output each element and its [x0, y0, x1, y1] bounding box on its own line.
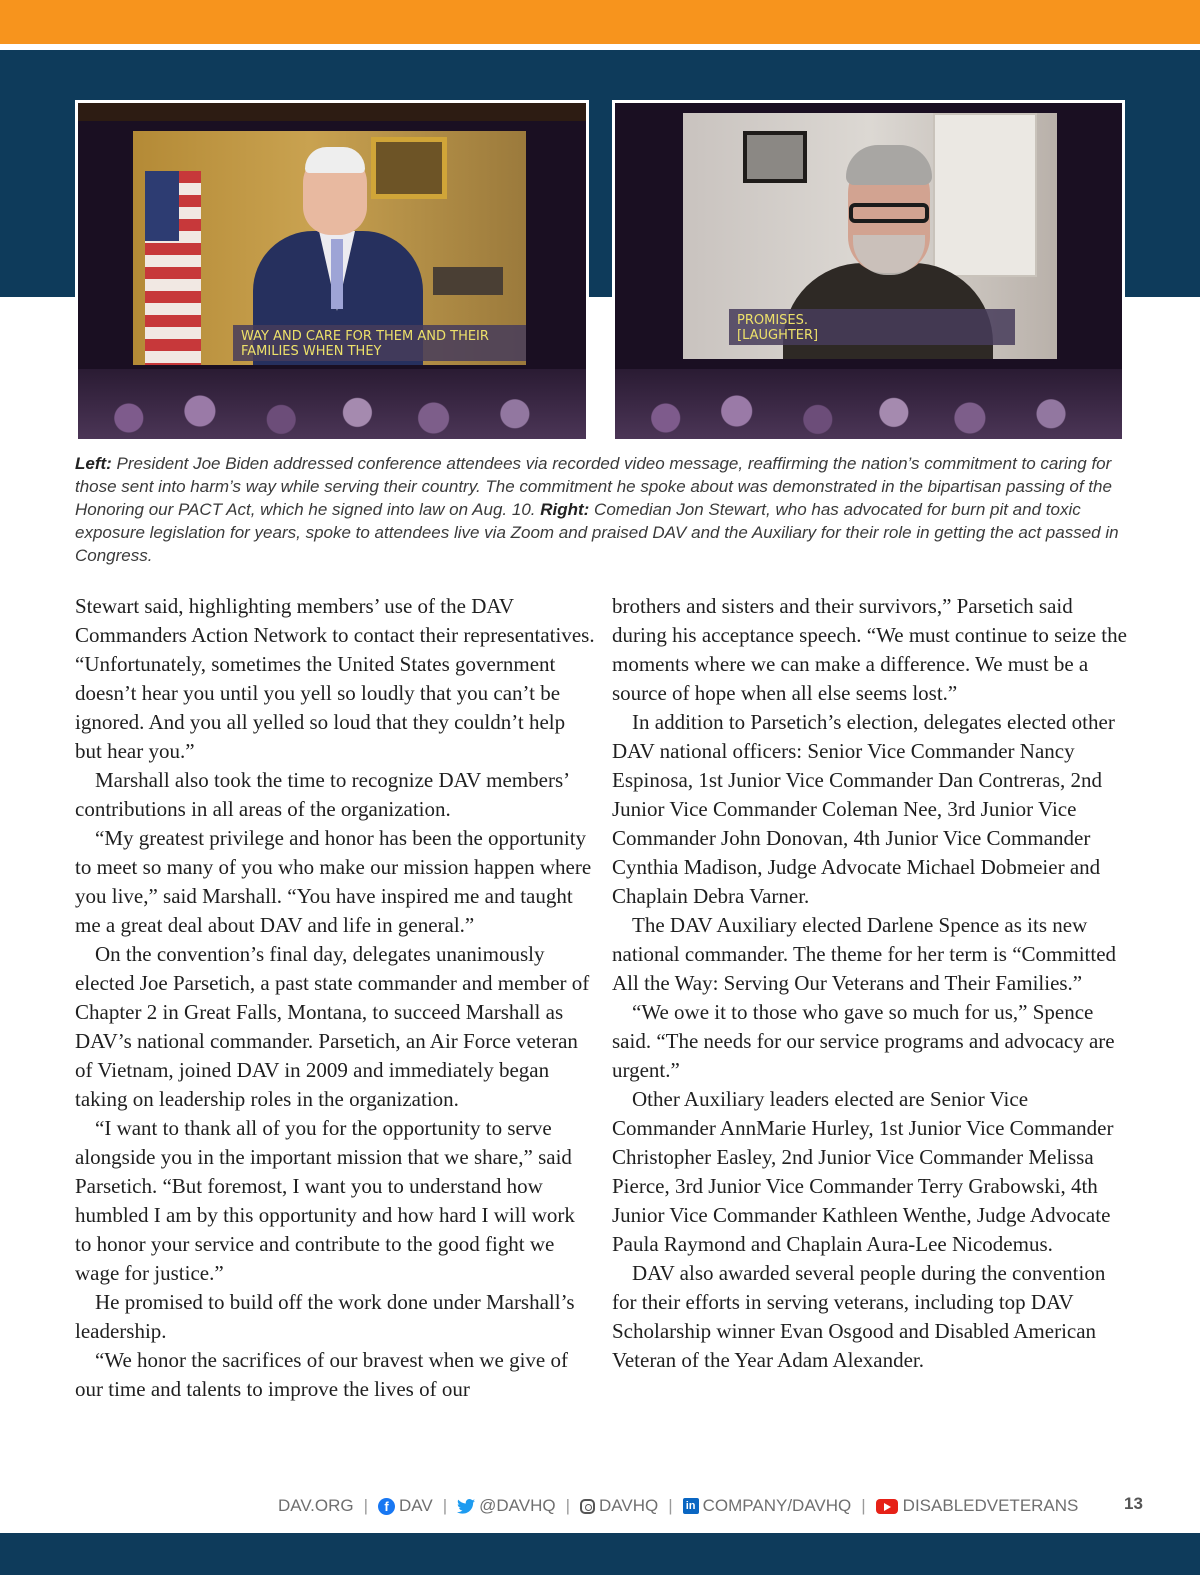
- screen-subtitle-line: WAY AND CARE FOR THEM AND THEIR: [241, 329, 489, 344]
- article-column-left: [75, 592, 595, 1404]
- top-orange-band: [0, 0, 1200, 44]
- article-paragraph: The DAV Auxiliary elected Darlene Spence as its new national commander. The theme for her term is “Committed All the Way: Serving Our Veterans and Their Families.”: [612, 913, 1117, 995]
- american-flag: [145, 171, 201, 365]
- article-paragraph: brothers and sisters and their survivors,” Parsetich said during his acceptance speech. “We must continue to seize the moments where we can make a difference. We must be a source of hope when all else seems lost.”: [612, 594, 1127, 705]
- article-paragraph: In addition to Parsetich’s election, delegates elected other DAV national officers: Senior Vice Commander Nancy Espinosa, 1st Junior Vice Commander Dan Contreras, 2nd Junior Vice Commander Coleman Nee, 3rd Junior Vice Commander John Donovan, 4th Junior Vice Commander Cynthia Madison, Judge Advocate Michael Dobmeier and Chaplain Debra Varner.: [612, 710, 1115, 908]
- footer-separator: |: [442, 1496, 448, 1515]
- audience-crowd: [615, 369, 1122, 439]
- youtube-icon: [876, 1499, 898, 1514]
- article-paragraph: He promised to build off the work done under Marshall’s leadership.: [75, 1290, 575, 1343]
- footer-youtube-link[interactable]: [876, 1496, 1079, 1516]
- instagram-icon: [580, 1499, 595, 1514]
- footer-twitter-link[interactable]: [457, 1496, 555, 1516]
- twitter-icon: [457, 1499, 475, 1514]
- projection-screen: [133, 131, 526, 365]
- footer-separator: |: [668, 1496, 673, 1515]
- article-paragraph: DAV also awarded several people during the convention for their efforts in serving veterans, including top DAV Scholarship winner Evan Osgood and Disabled American Veteran of the Year Adam Alexander.: [612, 1261, 1106, 1372]
- caption-right-label: Right:: [540, 500, 590, 519]
- caption-right-text: Comedian Jon Stewart, who has advocated for burn pit and toxic exposure legislation for years, spoke to attendees live via Zoom and praised DAV and the Auxiliary for their role in getting the act passed in Congress.: [75, 500, 1119, 565]
- screen-subtitle-line: PROMISES.: [737, 313, 809, 328]
- photo-frames: [433, 267, 503, 295]
- linkedin-handle: COMPANY/DAVHQ: [702, 1496, 852, 1515]
- article-paragraph: Stewart said, highlighting members’ use of the DAV Commanders Action Network to contact their representatives. “Unfortunately, sometimes the United States government doesn’t hear you until you yell so loudly that you can’t be ignored. And you all yelled so loud that they couldn’t help but hear you.”: [75, 594, 595, 763]
- article-paragraph: Marshall also took the time to recognize DAV members’ contributions in all areas of the organization.: [75, 768, 569, 821]
- page-number: 13: [1124, 1494, 1143, 1513]
- article-paragraph: “We honor the sacrifices of our bravest when we give of our time and talents to improve the lives of our: [75, 1348, 568, 1401]
- youtube-handle: DISABLEDVETERANS: [902, 1496, 1079, 1515]
- projection-screen: [683, 113, 1057, 359]
- photo-left-biden: [75, 100, 589, 442]
- photo-right-stewart: [612, 100, 1125, 442]
- photo-caption: [75, 452, 1125, 567]
- article-paragraph: “We owe it to those who gave so much for us,” Spence said. “The needs for our service programs and advocacy are urgent.”: [612, 1000, 1115, 1082]
- facebook-icon: f: [378, 1498, 395, 1515]
- audience-crowd: [78, 369, 586, 439]
- article-paragraph: Other Auxiliary leaders elected are Senior Vice Commander AnnMarie Hurley, 1st Junior Vice Commander Christopher Easley, 2nd Junior Vice Commander Melissa Pierce, 3rd Junior Vice Commander Terry Grabowski, 4th Junior Vice Commander Kathleen Wenthe, Judge Advocate Paula Raymond and Chaplain Aura-Lee Nicodemus.: [612, 1087, 1114, 1256]
- footer-instagram-link[interactable]: [580, 1496, 658, 1516]
- screen-subtitle-line: FAMILIES WHEN THEY: [241, 344, 382, 359]
- bottom-navy-band: [0, 1533, 1200, 1575]
- ceiling: [78, 103, 586, 121]
- footer-separator: |: [363, 1496, 369, 1515]
- door: [933, 113, 1037, 277]
- screen-subtitle-line: [LAUGHTER]: [737, 328, 819, 343]
- article-paragraph: “My greatest privilege and honor has been the opportunity to meet so many of you who make our mission happen where you live,” said Marshall. “You have inspired me and taught me a great deal about DAV and life in general.”: [75, 826, 592, 937]
- footer-social-bar: [278, 1494, 1078, 1518]
- article-paragraph: “I want to thank all of you for the opportunity to serve alongside you in the important mission that we share,” said Parsetich. “But foremost, I want you to understand how humbled I am by this opportunity and how hard I will work to honor your service and contribute to the good fight we wage for justice.”: [75, 1116, 575, 1285]
- footer-separator: |: [861, 1496, 866, 1515]
- caption-left-label: Left:: [75, 454, 112, 473]
- article-paragraph: On the convention’s final day, delegates unanimously elected Joe Parsetich, a past state commander and member of Chapter 2 in Great Falls, Montana, to succeed Marshall as DAV’s national commander. Parsetich, an Air Force veteran of Vietnam, joined DAV in 2009 and immediately began taking on leadership roles in the organization.: [75, 942, 590, 1111]
- instagram-handle: DAVHQ: [599, 1496, 659, 1515]
- screen-subtitle: [729, 309, 1015, 345]
- screen-subtitle: [233, 325, 526, 361]
- caption-left-text: President Joe Biden addressed conference attendees via recorded video message, reaffirming the nation’s commitment to caring for those sent into harm’s way while serving their country. The commitment he spoke about was demonstrated in the bipartisan passing of the Honoring our PACT Act, which he signed into law on Aug. 10.: [75, 454, 1112, 519]
- article-column-right: [612, 592, 1132, 1375]
- footer-linkedin-link[interactable]: [683, 1496, 852, 1516]
- linkedin-icon: in: [683, 1498, 699, 1514]
- twitter-handle: @DAVHQ: [479, 1496, 556, 1515]
- footer-site-link[interactable]: DAV.ORG: [278, 1496, 354, 1515]
- footer-facebook-link[interactable]: [378, 1496, 433, 1516]
- wall-painting: [371, 137, 447, 199]
- footer-separator: |: [565, 1496, 571, 1515]
- wall-picture: [743, 131, 807, 183]
- facebook-handle: DAV: [399, 1496, 433, 1515]
